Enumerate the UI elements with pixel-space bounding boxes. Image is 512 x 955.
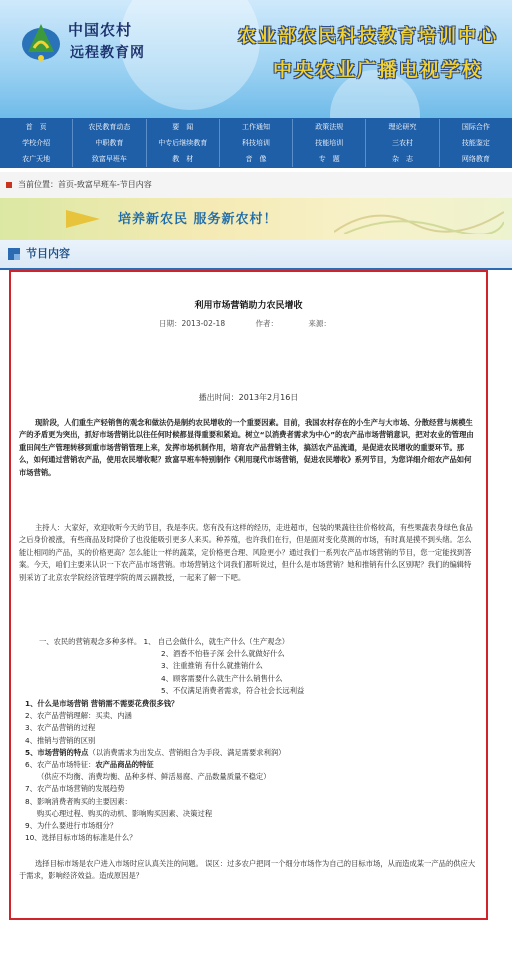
question-text: （以消费需求为出发点、营销组合为手段、满足需要求利润）	[88, 747, 286, 757]
breadcrumb-text	[18, 172, 152, 198]
nav-item[interactable]: 农广天地	[0, 151, 73, 167]
question-item: 4、推销与营销的区别	[25, 735, 96, 745]
site-logo-icon[interactable]	[20, 18, 62, 64]
outline-item: 2、酒香不怕巷子深 会什么就做好什么	[161, 649, 285, 659]
nav-item[interactable]: 理论研究	[366, 119, 439, 135]
question-emphasis: 营销需不需要花费很多钱？	[90, 699, 179, 708]
section-title: 节目内容	[26, 247, 70, 260]
article-intro: 现阶段，人们重生产轻销售的观念和做法仍是制约农民增收的一个重要因素。目前，我国农村存在的小生产与大市场、分散经营与规模生产的矛盾更为突出，抓好市场营销比以往任何时候都显得重要和紧迫。树立“以消费者需求为中心”的农产品市场营销意识，把对农业的管理由重田间生产管理转移到重市场营销管理上来，发挥市场机制作用，培育农产品营销主体，搞活农产品流通，是促进农民增收的重要环节。那么，如何通过营销农产品，使用农民增收呢？致富早班车特别制作《利用现代市场营销，促进农民增收》系列节目，为您详细介绍农产品如何市场营销。	[19, 418, 474, 477]
wheat-decoration-icon	[334, 204, 504, 234]
article-closing: 选择目标市场是农户进入市场时应认真关注的问题。 误区：过多农户把同一个细分市场作为自己的目标市场，从而造成某一产品的供应大于需求，影响经济效益。造成原因是？	[19, 859, 476, 881]
breadcrumb-section-link[interactable]: 致富早班车	[76, 180, 117, 189]
nav-row	[0, 119, 512, 135]
breadcrumb-bullet-icon	[6, 182, 12, 188]
question-item	[25, 759, 475, 771]
article-host-intro: 主持人：大家好，欢迎收听今天的节目，我是李庆。您有没有这样的经历，走进超市，包装的果蔬往往价格较高，有些果蔬表身绿色食品之后身价被涨，有些商品及时降价了也没能吸引更多人来买。种养殖，也许我们在行，但是面对变化莫测的市场，有时真是摸不到头绪。怎么能让相同的产品，买的价格更高？怎么能让一样的蔬菜，定价格更合理、风险更小？通过我们一系列农产品市场营销的节目，您一定能找到答案。今天，咱们主要来认识一下农产品市场营销。市场营销这个词我们都听说过，但什么是市场营销？她和推销有什么区别呢？我们的编辑特别采访了北京农学院经济管理学院的周云副教授，一起来了解一下吧。	[19, 523, 473, 582]
logo-line1: 中国农村	[68, 21, 133, 39]
slogan-banner	[0, 198, 512, 240]
question-item: 9、为什么要进行市场细分？	[25, 821, 118, 831]
outline-item: 3、注重推销 有什么就推销什么	[161, 661, 263, 671]
nav-row	[0, 135, 512, 151]
nav-item[interactable]: 网络教育	[461, 155, 490, 163]
nav-item[interactable]: 教 材	[147, 151, 220, 167]
nav-item[interactable]: 学校介绍	[0, 135, 73, 151]
question-emphasis: 5、市场营销的特点	[25, 747, 89, 757]
nav-item[interactable]: 杂 志	[366, 151, 439, 167]
nav-item[interactable]: 国际合作	[461, 123, 490, 131]
breadcrumb-home-link[interactable]: 首页	[58, 180, 74, 189]
article-date: 日期：2013-02-18	[159, 319, 226, 328]
nav-item[interactable]: 技能鉴定	[461, 139, 490, 147]
section-square-icon	[8, 248, 20, 260]
nav-item[interactable]: 政策法规	[293, 119, 366, 135]
nav-item[interactable]: 首 页	[0, 119, 73, 135]
article-source: 来源：	[308, 319, 331, 328]
outline-head: 一、农民的营销观念多种多样。 1、 自己会做什么，就生产什么（生产观念）	[39, 637, 290, 646]
site-title-line2: 中央农业广播电视学校	[273, 59, 484, 81]
outline-item: 4、顾客需要什么就生产什么销售什么	[161, 673, 283, 683]
question-text: 6、农产品市场特征：	[25, 760, 96, 770]
breadcrumb-separator: -	[116, 180, 120, 189]
question-text: 1、什么是市场营销	[25, 699, 89, 708]
nav-item[interactable]: 中职教育	[73, 135, 146, 151]
question-item	[25, 747, 475, 759]
question-item: 3、农产品营销的过程	[25, 723, 96, 733]
nav-row	[0, 151, 512, 167]
question-item: 8、影响消费者购买的主要因素：	[25, 796, 132, 806]
question-emphasis: 农产品商品的特征	[95, 760, 154, 770]
article-meta	[159, 318, 359, 329]
question-item: 10、选择目标市场的标准是什么？	[25, 833, 137, 843]
article-box	[9, 270, 488, 920]
nav-item[interactable]: 要 闻	[147, 119, 220, 135]
main-nav	[0, 118, 512, 168]
nav-item[interactable]: 致富早班车	[73, 151, 146, 167]
arrow-icon	[66, 210, 100, 228]
nav-item[interactable]: 中专后继续教育	[147, 135, 220, 151]
question-item	[25, 698, 475, 710]
question-subtext: 购买心理过程、购买的动机、影响购买因素、决策过程	[37, 808, 213, 818]
question-subtext: （供应不均衡、消费均衡、品种多样、鲜活易腐、产品数量质量不稳定）	[37, 772, 271, 782]
site-header	[0, 0, 512, 118]
nav-item[interactable]: 工作通知	[220, 119, 293, 135]
nav-item[interactable]: 农民教育动态	[73, 119, 146, 135]
section-header	[0, 240, 512, 270]
article-airtime: 播出时间：2013年2月16日	[198, 393, 299, 402]
nav-item[interactable]: 科技培训	[220, 135, 293, 151]
nav-item[interactable]: 技能培训	[293, 135, 366, 151]
nav-item[interactable]: 音 像	[220, 151, 293, 167]
site-title-line1: 农业部农民科技教育培训中心	[238, 26, 498, 47]
breadcrumb-prefix: 当前位置：	[18, 180, 58, 189]
article-author: 作者：	[255, 319, 278, 328]
nav-item[interactable]: 三农村	[366, 135, 439, 151]
question-item: 2、农产品营销理解：买卖、内涵	[25, 711, 132, 721]
nav-item[interactable]: 专 题	[293, 151, 366, 167]
logo-line2: 远程教育网	[70, 45, 145, 61]
question-item: 7、农产品市场营销的发展趋势	[25, 784, 125, 794]
banner-slogan: 培养新农民 服务新农村！	[118, 212, 278, 227]
breadcrumb	[0, 172, 512, 199]
outline-item: 5、不仅满足消费者需求，符合社会长远利益	[161, 685, 305, 695]
article-title: 利用市场营销助力农民增收	[194, 301, 303, 311]
breadcrumb-separator: -	[74, 180, 77, 189]
question-list	[25, 698, 475, 844]
breadcrumb-current: 节目内容	[119, 180, 152, 189]
outline-list	[27, 636, 477, 697]
